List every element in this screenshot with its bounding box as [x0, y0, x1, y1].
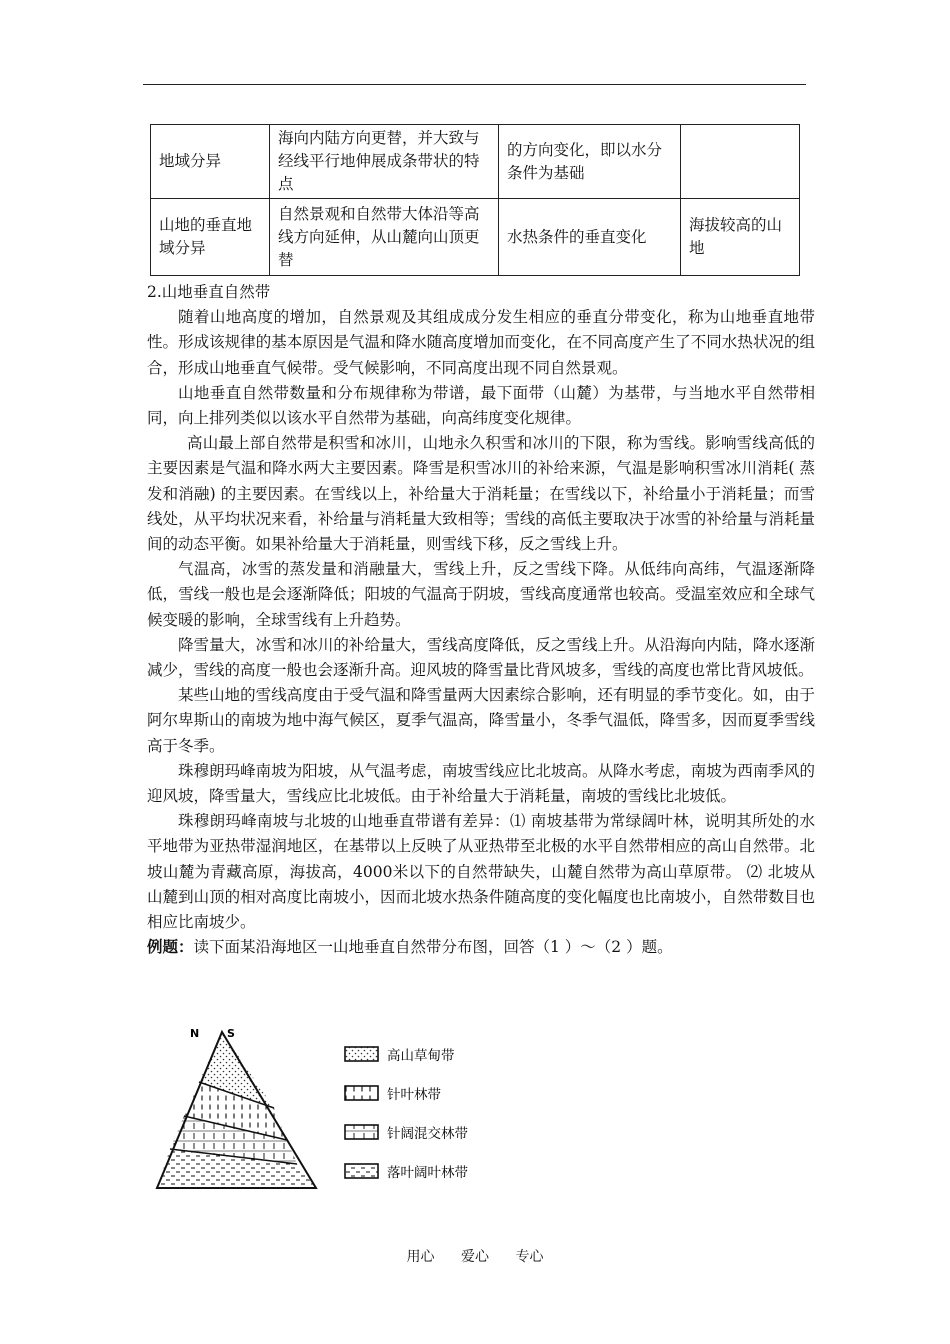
table-cell: 山地的垂直地域分异	[151, 199, 270, 276]
table-row	[151, 125, 800, 199]
main-content	[147, 280, 815, 960]
page-footer: 用心 爱心 专心	[406, 1249, 544, 1265]
example-label: 例题：	[147, 938, 194, 957]
legend-label: 高山草甸带	[387, 1048, 455, 1064]
legend-swatch-alpine-meadow	[345, 1047, 378, 1061]
comparison-table	[150, 124, 800, 276]
table-cell	[681, 125, 800, 199]
table-cell: 海拔较高的山地	[681, 199, 800, 276]
paragraph: 气温高，冰雪的蒸发量和消融量大，雪线上升，反之雪线下降。从低纬向高纬，气温逐渐降低，雪线一般也是会逐渐降低；阳坡的气温高于阴坡，雪线高度通常也较高。受温室效应和全球气候变暖的影响，全球雪线有上升趋势。	[147, 560, 815, 629]
table-cell: 水热条件的垂直变化	[499, 199, 681, 276]
header-rule	[143, 84, 806, 85]
legend-label: 针阔混交林带	[387, 1126, 468, 1142]
vegetation-zone-diagram	[150, 1022, 510, 1202]
table-cell: 的方向变化，即以水分条件为基础	[499, 125, 681, 199]
legend-label: 针叶林带	[387, 1087, 441, 1103]
paragraph: 某些山地的雪线高度由于受气温和降雪量两大因素综合影响，还有明显的季节变化。如，由于阿尔卑斯山的南坡为地中海气候区，夏季气温高，降雪量小，冬季气温低，降雪多，因而夏季雪线高于冬季。	[147, 686, 815, 755]
paragraph: 珠穆朗玛峰南坡为阳坡，从气温考虑，南坡雪线应比北坡高。从降水考虑，南坡为西南季风的迎风坡，降雪量大，雪线应比北坡低。由于补给量大于消耗量，南坡的雪线比北坡低。	[147, 761, 815, 806]
legend-swatch-deciduous	[345, 1164, 378, 1178]
legend-label: 落叶阔叶林带	[387, 1165, 468, 1181]
legend-swatch-mixed-forest	[345, 1125, 378, 1139]
example-text: 读下面某沿海地区一山地垂直自然带分布图，回答（1 ）～（2 ）题。	[193, 938, 673, 957]
table-cell: 海向内陆方向更替，并大致与经线平行地伸展成条带状的特点	[270, 125, 499, 199]
legend-swatch-coniferous	[345, 1086, 378, 1100]
paragraph: 珠穆朗玛峰南坡与北坡的山地垂直带谱有差异：⑴ 南坡基带为常绿阔叶林，说明其所处的水平地带为亚热带湿润地区，在基带以上反映了从亚热带至北极的水平自然带相应的高山自然带。北坡山麓为青藏高原，海拔高，4000米以下的自然带缺失，山麓自然带为高山草原带。 ⑵ 北坡从山麓到山顶的相对高度比南坡小，因而北坡水热条件随高度的变化幅度也比南坡小，自然带数目也相应比南坡少。	[147, 812, 815, 932]
table-cell: 地域分异	[151, 125, 270, 199]
paragraph: 高山最上部自然带是积雪和冰川，山地永久积雪和冰川的下限，称为雪线。影响雪线高低的主要因素是气温和降水两大主要因素。降雪是积雪冰川的补给来源，气温是影响积雪冰川消耗( 蒸发和消融) 的主要因素。在雪线以上，补给量大于消耗量；在雪线以下，补给量小于消耗量；而雪线处，从平均状况来看，补给量与消耗量大致相等；雪线的高低主要取决于冰雪的补给量与消耗量间的动态平衡。如果补给量大于消耗量，则雪线下移，反之雪线上升。	[147, 434, 815, 554]
paragraph: 降雪量大，冰雪和冰川的补给量大，雪线高度降低，反之雪线上升。从沿海向内陆，降水逐渐减少，雪线的高度一般也会逐渐升高。迎风坡的降雪量比背风坡多，雪线的高度也常比背风坡低。	[147, 635, 815, 680]
example-question	[147, 935, 815, 960]
north-label: N	[190, 1027, 200, 1040]
table-cell: 自然景观和自然带大体沿等高线方向延伸，从山麓向山顶更替	[270, 199, 499, 276]
south-label: S	[227, 1027, 235, 1040]
paragraph: 山地垂直自然带数量和分布规律称为带谱，最下面带（山麓）为基带，与当地水平自然带相同，向上排列类似以该水平自然带为基础，向高纬度变化规律。	[147, 383, 815, 428]
section-title: 2.山地垂直自然带	[147, 283, 271, 301]
paragraph: 随着山地高度的增加，自然景观及其组成成分发生相应的垂直分带变化，称为山地垂直地带性。形成该规律的基本原因是气温和降水随高度增加而变化，在不同高度产生了不同水热状况的组合，形成山地垂直气候带。受气候影响，不同高度出现不同自然景观。	[147, 308, 815, 377]
table-row	[151, 199, 800, 276]
